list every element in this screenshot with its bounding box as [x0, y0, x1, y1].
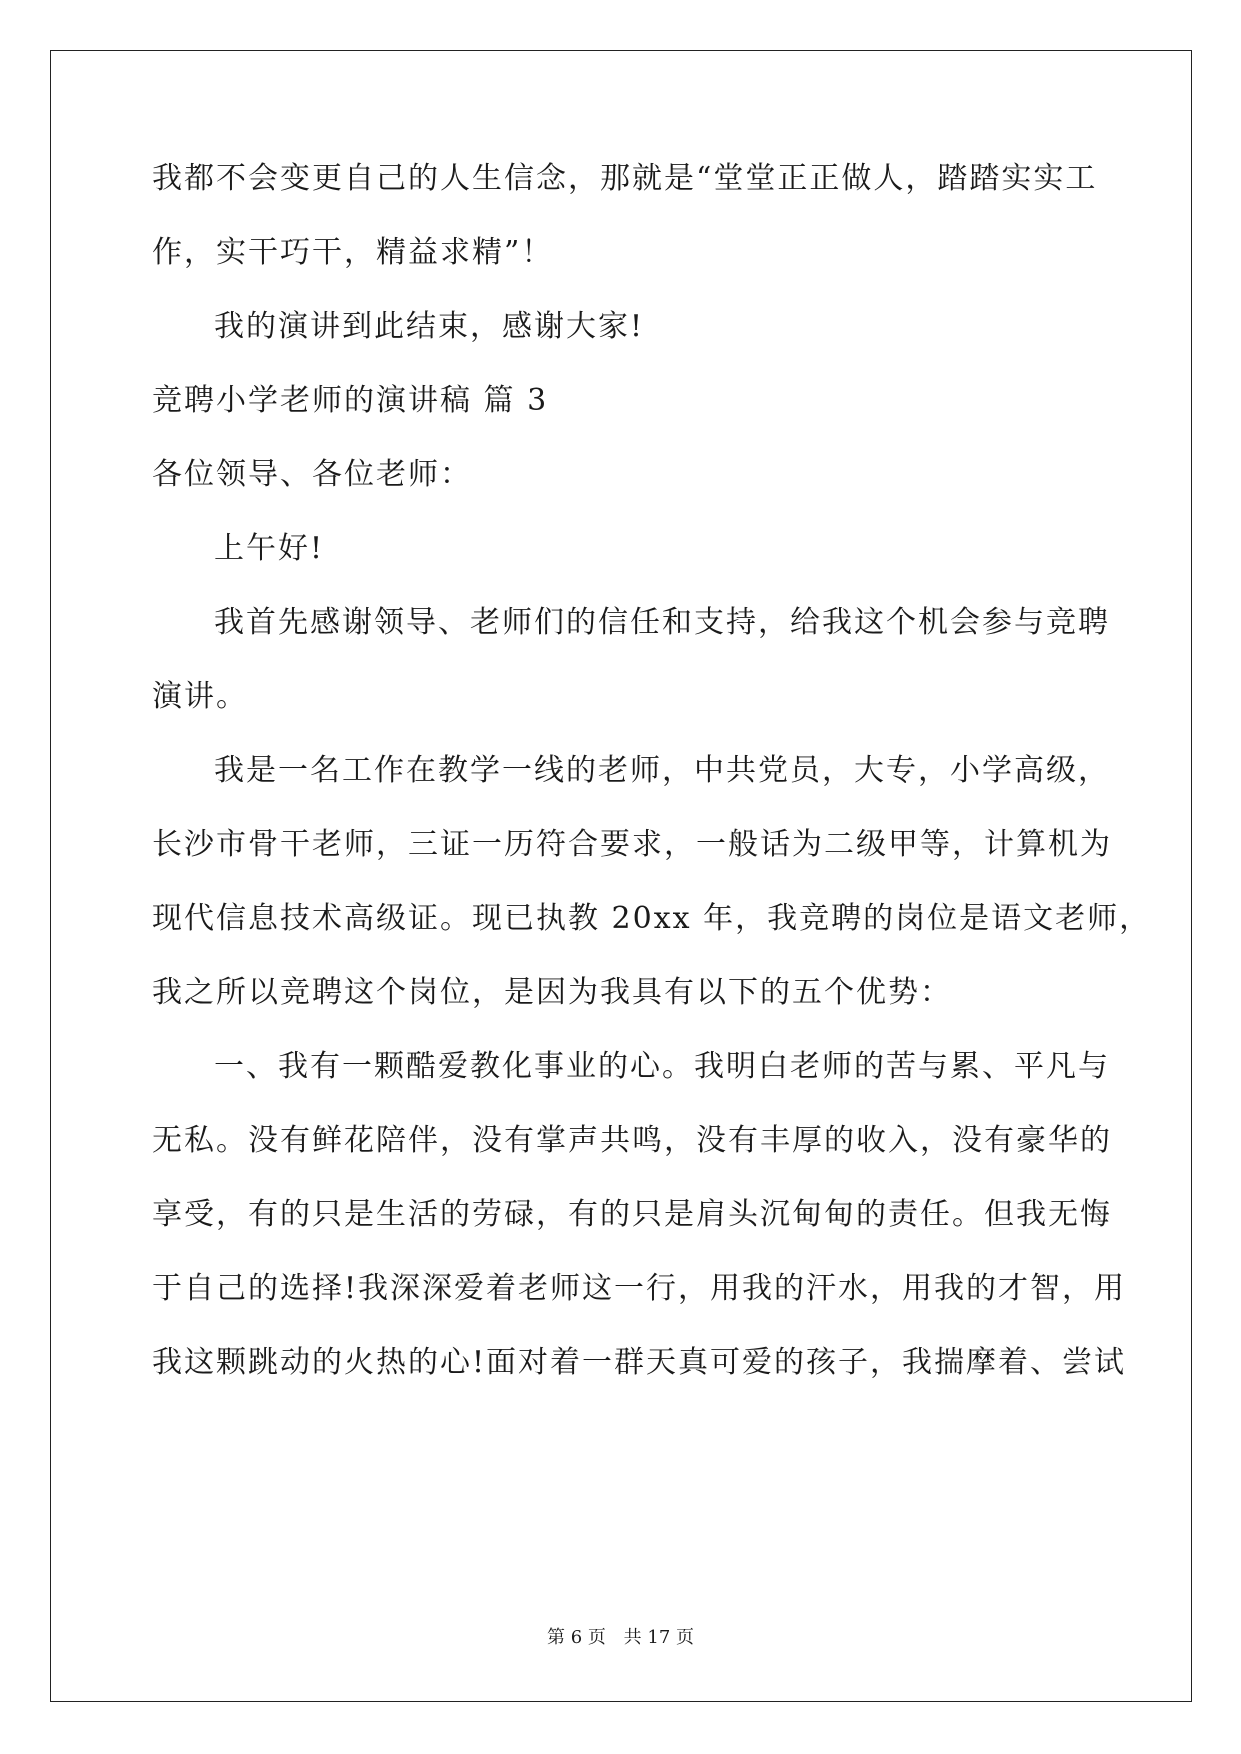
paragraph-line: 我这颗跳动的火热的心!面对着一群天真可爱的孩子，我揣摩着、尝试 — [152, 1345, 1127, 1380]
paragraph-line: 作，实干巧干，精益求精”！ — [152, 235, 554, 270]
paragraph-line: 演讲。 — [152, 679, 248, 714]
paragraph-line: 无私。没有鲜花陪伴，没有掌声共鸣，没有丰厚的收入，没有豪华的 — [152, 1123, 1112, 1158]
paragraph-line: 于自己的选择!我深深爱着老师这一行，用我的汗水，用我的才智，用 — [152, 1271, 1127, 1306]
paragraph-line: 我的演讲到此结束，感谢大家! — [214, 309, 645, 344]
page-footer — [0, 1623, 1241, 1649]
paragraph-line: 长沙市骨干老师，三证一历符合要求，一般话为二级甲等，计算机为 — [152, 827, 1112, 862]
paragraph-line: 享受，有的只是生活的劳碌，有的只是肩头沉甸甸的责任。但我无悔 — [152, 1197, 1112, 1232]
paragraph-line: 我是一名工作在教学一线的老师，中共党员，大专，小学高级， — [214, 753, 1110, 788]
page-number: 第 6 页 — [547, 1627, 606, 1648]
paragraph-line: 我都不会变更自己的人生信念，那就是“堂堂正正做人，踏踏实实工 — [152, 161, 1098, 196]
paragraph-line: 现代信息技术高级证。现已执教 20xx 年，我竞聘的岗位是语文老师， — [152, 901, 1152, 936]
salutation: 各位领导、各位老师： — [152, 457, 472, 492]
greeting: 上午好! — [214, 531, 325, 566]
section-heading: 竞聘小学老师的演讲稿 篇 3 — [152, 383, 549, 418]
page-total: 共 17 页 — [623, 1627, 694, 1648]
paragraph-line: 我之所以竞聘这个岗位，是因为我具有以下的五个优势： — [152, 975, 952, 1010]
paragraph-line: 我首先感谢领导、老师们的信任和支持，给我这个机会参与竞聘 — [214, 605, 1110, 640]
paragraph-line: 一、我有一颗酷爱教化事业的心。我明白老师的苦与累、平凡与 — [214, 1049, 1110, 1084]
page-border — [50, 50, 1192, 1702]
